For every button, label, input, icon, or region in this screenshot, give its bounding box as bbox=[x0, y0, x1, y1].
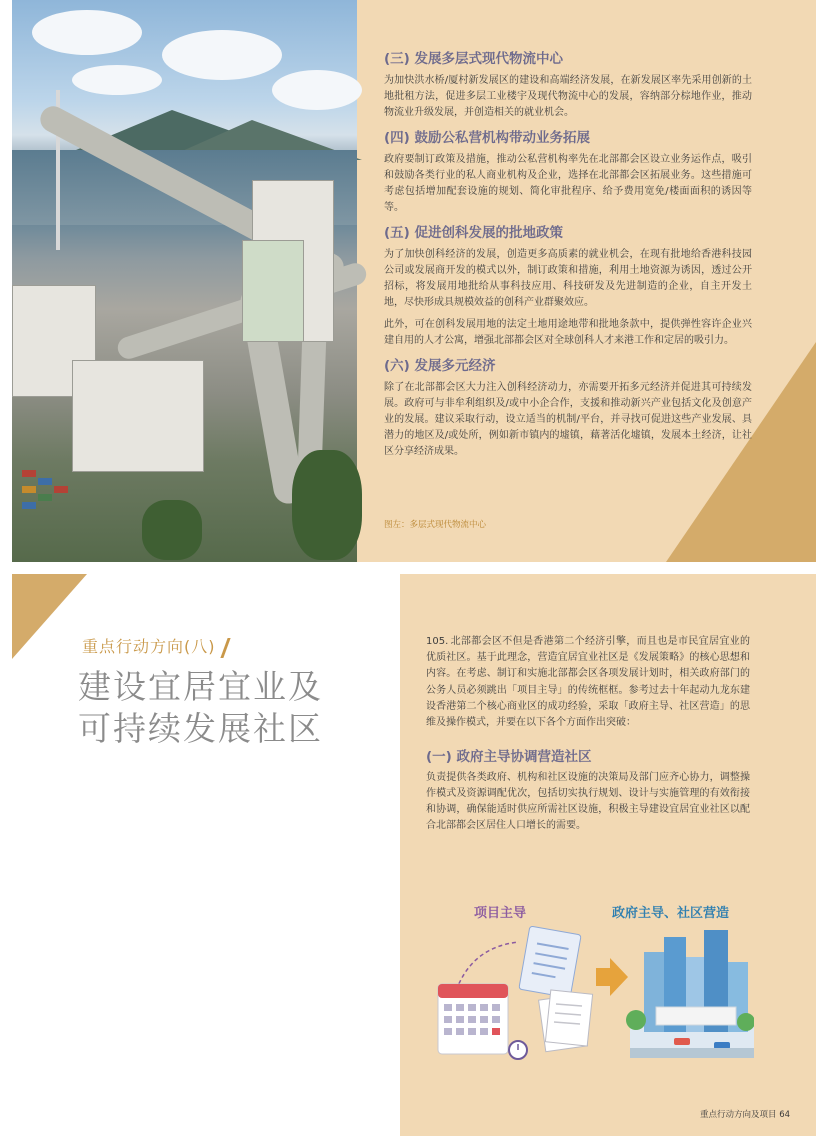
stopwatch-icon bbox=[509, 1041, 527, 1059]
bottom-page bbox=[12, 574, 816, 1136]
bottom-text-column bbox=[426, 634, 750, 840]
document-icon bbox=[539, 990, 593, 1052]
section-paragraph: 为加快洪水桥/厦村新发展区的建设和高端经济发展，在新发展区率先采用创新的土地批租方法，促进多层工业楼宇及现代物流中心的发展，容纳部分棕地作业，推动物流业升级发展，并创造相关的就业机会。 bbox=[384, 75, 752, 118]
calendar-icon bbox=[438, 984, 508, 1054]
top-text-column bbox=[384, 50, 752, 466]
corner-accent bbox=[12, 574, 87, 659]
paragraph-105 bbox=[426, 634, 750, 731]
diagram-illustration bbox=[424, 902, 754, 1062]
project-to-community-diagram bbox=[424, 902, 754, 1062]
section-paragraph: 负责提供各类政府、机构和社区设施的决策局及部门应齐心协力，调整操作模式及资源调配优次，包括切实执行规划、设计与实施管理的有效衔接和协调，确保能适时供应所需社区设施，积极主导建设宜居宜业社区以配合北部都会区居住人口增长的需要。 bbox=[426, 772, 750, 832]
footer-label: 重点行动方向及项目 64 bbox=[700, 1110, 791, 1120]
section-heading: (六) 发展多元经济 bbox=[384, 358, 496, 374]
section-paragraph: 为了加快创科经济的发展，创造更多高质素的就业机会，在现有批地给香港科技园公司或发展商开发的模式以外，制订政策和措施，利用土地资源为诱因，透过公开招标，将发展用地批给从事科技应用、科技研发及先进制造的企业，自主开发土地，尽快形成具规模效益的创科产业群聚效应。 bbox=[384, 249, 752, 308]
paragraph-text: 北部都会区不但是香港第二个经济引擎，而且也是市民宜居宜业的优质社区。基于此理念，营造宜居宜业社区是《发展策略》的核心思想和内容。在考虑、制订和实施北部都会区各项发展计划时，相关政府部门的公务人员必须跳出「项目主导」的传统框框。参考过去十年起动九龙东建设香港第二个核心商业区的成功经验，采取「政府主导、社区营造」的思维及操作模式，并要在以下各个方面作出突破： bbox=[426, 636, 750, 729]
photo-caption: 图左：多层式现代物流中心 bbox=[384, 520, 487, 530]
slash-ornament bbox=[220, 638, 230, 658]
section-paragraph: 政府要制订政策及措施，推动公私营机构率先在北部都会区设立业务运作点，吸引和鼓励各类行业的私人商业机构及企业，选择在北部都会区拓展业务。这些措施可考虑包括增加配套设施的规划、简化审批程序、给予费用宽免/楼面面积的诱因等等。 bbox=[384, 154, 752, 213]
kicker-text: 重点行动方向(八) bbox=[82, 637, 216, 656]
paragraph-number: 105. bbox=[426, 636, 449, 647]
section-heading: (五) 促进创科发展的批地政策 bbox=[384, 225, 564, 241]
clipboard-icon bbox=[519, 926, 581, 998]
section-paragraph: 此外，可在创科发展用地的法定土地用途地带和批地条款中，提供弹性容许企业兴建自用的人才公寓，增强北部都会区对全球创科人才来港工作和定居的吸引力。 bbox=[384, 319, 752, 346]
logistics-center-photo bbox=[12, 0, 357, 562]
title-line: 可持续发展社区 bbox=[78, 709, 323, 748]
diagram-label-right: 政府主导、社区营造 bbox=[612, 906, 730, 921]
page-title bbox=[78, 666, 323, 750]
kicker-label bbox=[82, 634, 227, 658]
section-heading: (四) 鼓励公私营机构带动业务拓展 bbox=[384, 130, 591, 146]
city-icon bbox=[626, 930, 754, 1058]
section-heading: (三) 发展多层式现代物流中心 bbox=[384, 51, 564, 67]
top-page bbox=[12, 0, 816, 562]
arrow-right-icon bbox=[596, 958, 628, 996]
title-line: 建设宜居宜业及 bbox=[78, 667, 323, 706]
diagram-label-left: 项目主导 bbox=[474, 906, 527, 921]
section-heading: (一) 政府主导协调营造社区 bbox=[426, 749, 592, 766]
section-paragraph: 除了在北部都会区大力注入创科经济动力，亦需要开拓多元经济并促进其可持续发展。政府可与非牟利组织及/或中小企合作，支援和推动新兴产业包括文化及创意产业的发展。建议采取行动，设立适当的机制/平台，并寻找可促进这些产业发展、具潜力的地区及/或处所，例如新市镇内的墟镇，藉著活化墟镇，发展本土经济，让社区分享经济成果。 bbox=[384, 382, 752, 457]
title-panel bbox=[12, 574, 400, 1136]
